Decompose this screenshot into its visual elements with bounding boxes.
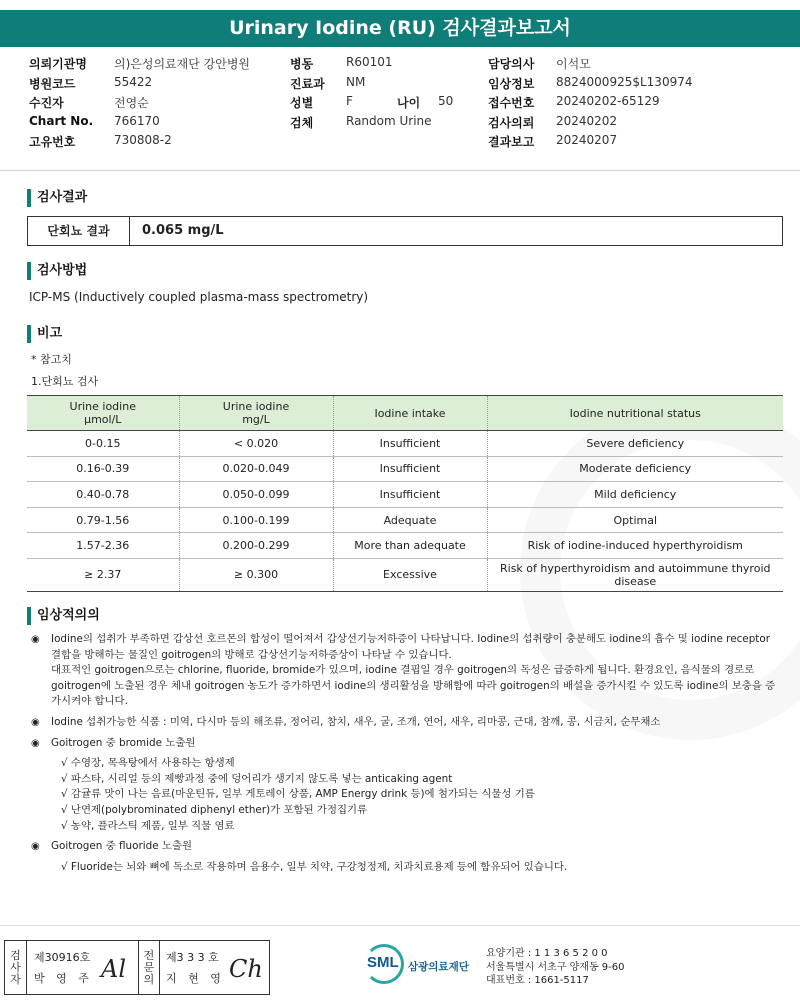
table-cell: Insufficient <box>333 431 487 457</box>
table-cell: 0-0.15 <box>27 431 179 457</box>
logo-name: 삼광의료재단 <box>408 961 469 973</box>
method-text: ICP-MS (Inductively coupled plasma-mass spectrometry) <box>29 290 369 304</box>
result-label: 단회뇨 결과 <box>28 217 130 245</box>
info-row-department <box>290 75 490 95</box>
clinical-significance <box>31 632 776 875</box>
info-row-request-date <box>488 114 788 134</box>
info-label: 의뢰기관명 <box>29 57 87 71</box>
clinical-text: Goitrogen 중 bromide 노출원 <box>51 736 196 749</box>
info-row-doctor <box>488 55 788 75</box>
info-value: NM <box>346 74 366 89</box>
table-row <box>27 456 783 482</box>
info-row-chart-no <box>29 114 289 134</box>
info-row-unique-no <box>29 133 289 153</box>
table-cell: Optimal <box>487 507 783 533</box>
info-value: F <box>346 94 353 109</box>
bullet-icon: ◉ <box>31 737 40 749</box>
info-value: R60101 <box>346 55 393 69</box>
info-value: Random Urine <box>346 113 432 128</box>
info-label: 임상정보 <box>488 76 535 91</box>
info-label: 병동 <box>290 57 314 71</box>
table-cell: ≥ 2.37 <box>27 558 179 591</box>
age-label: 나이 <box>397 96 421 111</box>
examiner-license: 제30916호 <box>34 951 91 964</box>
clinical-paragraph-1 <box>31 632 776 710</box>
table-row <box>27 558 783 591</box>
section-clinical-heading: 임상적의의 <box>27 607 100 625</box>
clinical-paragraph-3 <box>31 736 776 752</box>
bromide-list <box>31 756 776 834</box>
table-cell: ≥ 0.300 <box>179 558 333 591</box>
info-value: 730808-2 <box>114 133 172 148</box>
list-item: √ Fluoride는 뇌와 뼈에 독소로 작용하며 음용수, 일부 치약, 구강청정제, 치과치료용제 등에 함유되어 있습니다. <box>61 860 568 873</box>
table-cell: 0.40-0.78 <box>27 482 179 508</box>
info-label: 담당의사 <box>488 57 535 71</box>
header-nutritional-status: Iodine nutritional status <box>487 396 783 431</box>
info-value: 55422 <box>114 74 153 89</box>
info-label: 결과보고 <box>488 135 535 150</box>
table-cell: Adequate <box>333 507 487 533</box>
patient-info-col1 <box>29 55 289 153</box>
info-row-sex <box>290 94 490 114</box>
list-item: √ 수영장, 목욕탕에서 사용하는 항생제 <box>61 757 235 770</box>
clinical-text: 대표적인 goitrogen으로는 chlorine, fluoride, bromide가 있으며, iodine 결핍일 경우 goitrogen의 독성은 급증하게 됩니다. 환경요인, 음식물의 경로로 goitrogen에 노출된 경우 체내 goitrogen 농도가 증가하면서 iodine의 생리활성을 방해함에 따라 goitrogen의 배설을 증가시킬 수 있도록 iodine의 보충을 증가시켜야 합니다. <box>51 664 776 708</box>
table-cell: 0.16-0.39 <box>27 456 179 482</box>
specialist-signature: Ch <box>229 955 263 983</box>
examiner-name: 박 영 주 <box>34 972 93 985</box>
reference-table <box>27 395 783 592</box>
patient-info-col3 <box>488 55 788 153</box>
table-cell: Mild deficiency <box>487 482 783 508</box>
info-row-institution <box>29 55 289 75</box>
table-cell: Insufficient <box>333 456 487 482</box>
list-item: √ 난연제(polybrominated diphenyl ether)가 포함된 가정집기류 <box>61 803 368 816</box>
clinical-paragraph-2 <box>31 715 776 731</box>
info-label: 진료과 <box>290 76 325 91</box>
section-remark-heading: 비고 <box>27 325 62 343</box>
fluoride-list <box>31 860 776 876</box>
clinical-text: Goitrogen 중 fluoride 노출원 <box>51 840 193 853</box>
bullet-icon: ◉ <box>31 634 40 645</box>
table-cell: Excessive <box>333 558 487 591</box>
lab-info <box>486 947 625 988</box>
clinical-paragraph-4 <box>31 839 776 855</box>
info-value: 20240202 <box>556 113 618 128</box>
info-value: 20240202-65129 <box>556 94 660 109</box>
table-header-row <box>27 396 783 431</box>
table-cell: Risk of hyperthyroidism and autoimmune thyroid disease <box>487 558 783 591</box>
info-divider <box>0 170 800 171</box>
examiner-signature: Al <box>101 955 127 983</box>
reference-subtitle: 1.단회뇨 검사 <box>31 375 99 388</box>
table-cell: < 0.020 <box>179 431 333 457</box>
signature-box <box>4 940 270 995</box>
bullet-icon: ◉ <box>31 716 40 728</box>
table-cell: 0.79-1.56 <box>27 507 179 533</box>
table-cell: Risk of iodine-induced hyperthyroidism <box>487 533 783 559</box>
info-row-report-date <box>488 133 788 153</box>
info-row-hospital-code <box>29 75 289 95</box>
specialist-label: 전 문 의 <box>138 941 160 994</box>
info-value: 20240207 <box>556 133 618 148</box>
sml-logo <box>364 944 482 984</box>
list-item: √ 농약, 플라스틱 제품, 일부 직물 염료 <box>61 819 235 832</box>
info-value: 전영순 <box>114 96 149 111</box>
section-result-heading: 검사결과 <box>27 189 87 207</box>
info-row-receipt-no <box>488 94 788 114</box>
header-urine-iodine-umol: Urine iodine μmol/L <box>27 396 179 431</box>
info-value: 766170 <box>114 113 160 128</box>
info-value: 의)은성의료재단 강안병원 <box>114 57 251 71</box>
list-item: √ 파스타, 시리얼 등의 제빵과정 중에 덩어리가 생기지 않도록 넣는 anticaking agent <box>61 772 453 785</box>
table-cell: Moderate deficiency <box>487 456 783 482</box>
info-row-ward <box>290 55 490 75</box>
clinical-text: Iodine 섭취가능한 식품 : 미역, 다시마 등의 해조류, 정어리, 참치, 새우, 굴, 조개, 연어, 새우, 리마콩, 근대, 참깨, 콩, 시금치, 순무채소 <box>51 715 661 728</box>
info-label: Chart No. <box>29 113 94 128</box>
clinical-text: Iodine의 섭취가 부족하면 갑상선 호르몬의 합성이 떨어져서 갑상선기능저하증이 나타납니다. Iodine의 섭취량이 충분해도 iodine의 흡수 및 iodine receptor 결합을 방해하는 물질인 goitrogen의 방해로 갑상선기능저하증상이 나타날 수 있습니다. <box>51 633 770 661</box>
lab-code: 요양기관 : 1 1 3 6 5 2 0 0 <box>486 948 608 959</box>
examiner-label: 검 사 자 <box>5 941 27 994</box>
table-cell: 0.100-0.199 <box>179 507 333 533</box>
info-value: 이석모 <box>556 57 591 71</box>
table-cell: 0.050-0.099 <box>179 482 333 508</box>
table-cell: Severe deficiency <box>487 431 783 457</box>
section-method-heading: 검사방법 <box>27 262 87 280</box>
info-label: 고유번호 <box>29 135 76 150</box>
reference-note: * 참고치 <box>31 353 72 366</box>
table-cell: Insufficient <box>333 482 487 508</box>
info-label: 검사의뢰 <box>488 115 535 130</box>
table-row <box>27 431 783 457</box>
specialist-name: 지 현 영 <box>166 972 225 985</box>
info-label: 성별 <box>290 96 314 111</box>
list-item: √ 감귤류 맛이 나는 음료(마운틴듀, 일부 게토레이 상품, AMP Energy drink 등)에 첨가되는 식물성 기름 <box>61 788 535 801</box>
lab-address: 서울특별시 서초구 양재동 9-60 <box>486 961 625 973</box>
specialist-license: 제3 3 3 호 <box>166 951 219 964</box>
result-box <box>27 216 783 246</box>
report-title: Urinary Iodine (RU) 검사결과보고서 <box>0 10 800 47</box>
header-iodine-intake: Iodine intake <box>333 396 487 431</box>
patient-info-col2 <box>290 55 490 133</box>
info-row-patient <box>29 94 289 114</box>
table-cell: 1.57-2.36 <box>27 533 179 559</box>
info-row-clinical-info <box>488 75 788 95</box>
footer-divider <box>0 925 800 926</box>
info-label: 접수번호 <box>488 96 535 111</box>
result-value: 0.065 mg/L <box>142 223 224 238</box>
table-row <box>27 507 783 533</box>
info-value: 8824000925$L130974 <box>556 74 693 89</box>
bullet-icon: ◉ <box>31 841 40 853</box>
info-label: 병원코드 <box>29 76 76 91</box>
info-label: 수진자 <box>29 96 64 111</box>
table-row <box>27 482 783 508</box>
table-row <box>27 533 783 559</box>
table-cell: 0.020-0.049 <box>179 456 333 482</box>
age-value: 50 <box>438 94 454 109</box>
info-label: 검체 <box>290 115 314 130</box>
info-row-specimen <box>290 114 490 134</box>
header-urine-iodine-mg: Urine iodine mg/L <box>179 396 333 431</box>
table-cell: More than adequate <box>333 533 487 559</box>
table-cell: 0.200-0.299 <box>179 533 333 559</box>
logo-text: SML <box>367 954 399 971</box>
lab-phone: 대표번호 : 1661-5117 <box>486 975 589 986</box>
